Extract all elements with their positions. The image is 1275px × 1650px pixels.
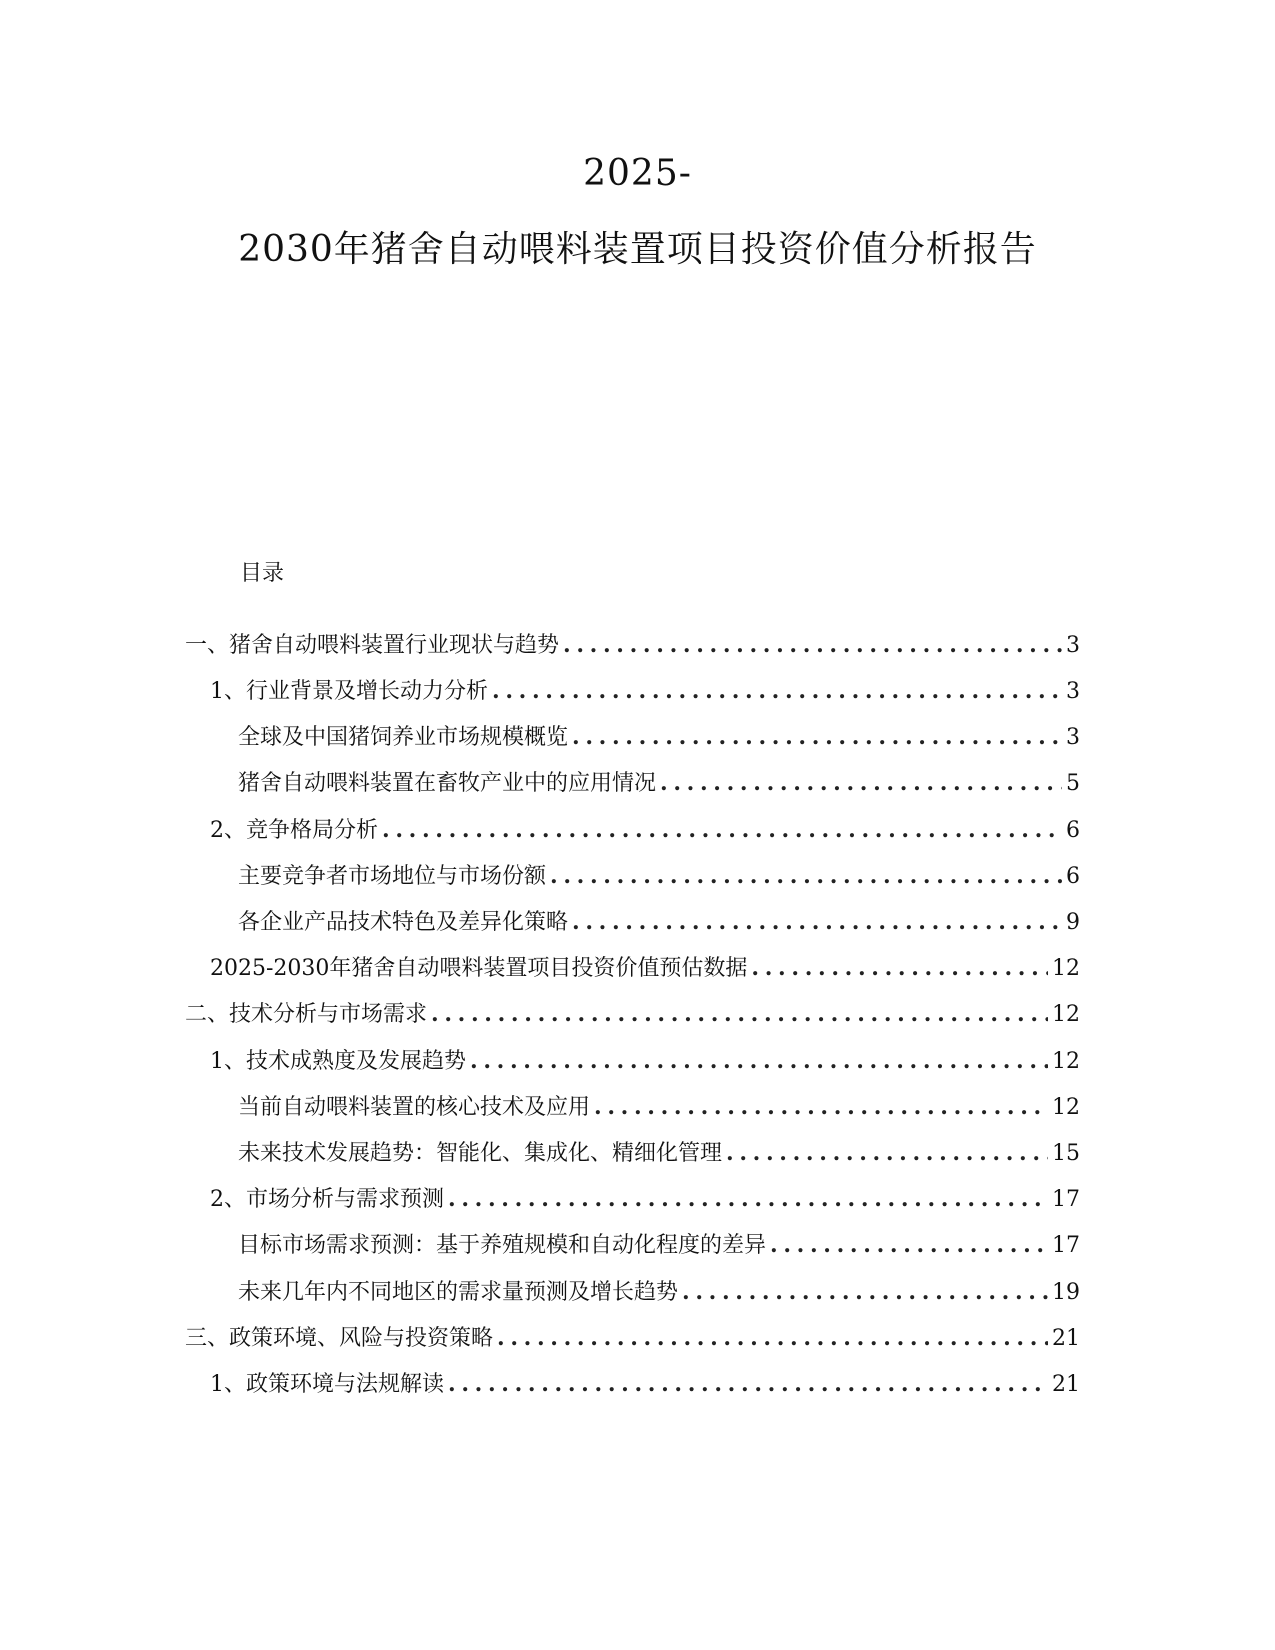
toc-dot-leader <box>382 815 1062 845</box>
toc-entry[interactable] <box>210 1046 1080 1076</box>
toc-entry[interactable] <box>238 1230 1080 1260</box>
toc-entry[interactable] <box>210 953 1080 983</box>
toc-dot-leader <box>726 1138 1048 1168</box>
toc-entry[interactable] <box>210 1184 1080 1214</box>
toc-entry[interactable] <box>238 861 1080 891</box>
toc-dot-leader <box>572 722 1062 752</box>
toc-dot-leader <box>497 1323 1048 1353</box>
toc-entry-label: 各企业产品技术特色及差异化策略 <box>238 910 569 935</box>
toc-dot-leader <box>550 861 1062 891</box>
toc-entry-label: 1、行业背景及增长动力分析 <box>210 679 488 704</box>
toc-dot-leader <box>448 1184 1048 1214</box>
toc-entry-page: 19 <box>1052 1280 1080 1305</box>
toc-entry-label: 未来几年内不同地区的需求量预测及增长趋势 <box>238 1280 679 1305</box>
toc-entry-page: 9 <box>1066 910 1080 935</box>
toc-entry[interactable] <box>238 907 1080 937</box>
toc-entry-label: 2、竞争格局分析 <box>210 818 378 843</box>
toc-entry-page: 12 <box>1052 956 1080 981</box>
toc-entry-label: 未来技术发展趋势：智能化、集成化、精细化管理 <box>238 1141 723 1166</box>
toc-entry-page: 3 <box>1066 725 1080 750</box>
toc-entry[interactable] <box>185 630 1080 660</box>
toc-dot-leader <box>751 953 1048 983</box>
toc-dot-leader <box>492 676 1062 706</box>
toc-dot-leader <box>770 1230 1048 1260</box>
toc-entry[interactable] <box>238 768 1080 798</box>
toc-entry-page: 12 <box>1052 1002 1080 1027</box>
toc-entry-page: 3 <box>1066 633 1080 658</box>
toc-dot-leader <box>572 907 1062 937</box>
toc-dot-leader <box>594 1092 1048 1122</box>
toc-entry-page: 6 <box>1066 864 1080 889</box>
toc-entry[interactable] <box>238 722 1080 752</box>
toc-entry-label: 2025-2030年猪舍自动喂料装置项目投资价值预估数据 <box>210 956 748 981</box>
toc-entry[interactable] <box>185 999 1080 1029</box>
toc-entry-label: 当前自动喂料装置的核心技术及应用 <box>238 1095 591 1120</box>
toc-dot-leader <box>448 1369 1048 1399</box>
toc-heading: 目录 <box>240 561 285 586</box>
toc-entry-page: 6 <box>1066 818 1080 843</box>
toc-entry[interactable] <box>238 1277 1080 1307</box>
toc-entry-label: 2、市场分析与需求预测 <box>210 1187 444 1212</box>
toc-entry-page: 12 <box>1052 1095 1080 1120</box>
toc-dot-leader <box>682 1277 1048 1307</box>
toc-entry[interactable] <box>210 815 1080 845</box>
toc-entry-label: 目标市场需求预测：基于养殖规模和自动化程度的差异 <box>238 1233 767 1258</box>
toc-dot-leader <box>660 768 1062 798</box>
toc-entry-label: 全球及中国猪饲养业市场规模概览 <box>238 725 569 750</box>
toc-entry-page: 17 <box>1052 1233 1080 1258</box>
document-title-line1: 2025- <box>583 153 692 194</box>
toc-entry-page: 12 <box>1052 1049 1080 1074</box>
toc-entry-label: 三、政策环境、风险与投资策略 <box>185 1326 494 1351</box>
toc-entry[interactable] <box>238 1138 1080 1168</box>
toc-dot-leader <box>431 999 1048 1029</box>
document-title-line2: 2030年猪舍自动喂料装置项目投资价值分析报告 <box>238 229 1037 270</box>
toc-entry-page: 15 <box>1052 1141 1080 1166</box>
toc-entry-label: 一、猪舍自动喂料装置行业现状与趋势 <box>185 633 560 658</box>
toc-entry-label: 猪舍自动喂料装置在畜牧产业中的应用情况 <box>238 771 657 796</box>
toc-entry-page: 17 <box>1052 1187 1080 1212</box>
toc-entry-page: 21 <box>1052 1372 1080 1397</box>
toc-entry-label: 1、政策环境与法规解读 <box>210 1372 444 1397</box>
toc-entry-page: 21 <box>1052 1326 1080 1351</box>
toc-entry[interactable] <box>185 1323 1080 1353</box>
toc-dot-leader <box>563 630 1062 660</box>
toc-entry-label: 主要竞争者市场地位与市场份额 <box>238 864 547 889</box>
toc-entry-page: 5 <box>1066 771 1080 796</box>
toc-entry-page: 3 <box>1066 679 1080 704</box>
toc-entry[interactable] <box>238 1092 1080 1122</box>
toc-entry-label: 二、技术分析与市场需求 <box>185 1002 428 1027</box>
toc-dot-leader <box>470 1046 1048 1076</box>
toc-entry[interactable] <box>210 1369 1080 1399</box>
toc-entry[interactable] <box>210 676 1080 706</box>
toc-entry-label: 1、技术成熟度及发展趋势 <box>210 1049 466 1074</box>
